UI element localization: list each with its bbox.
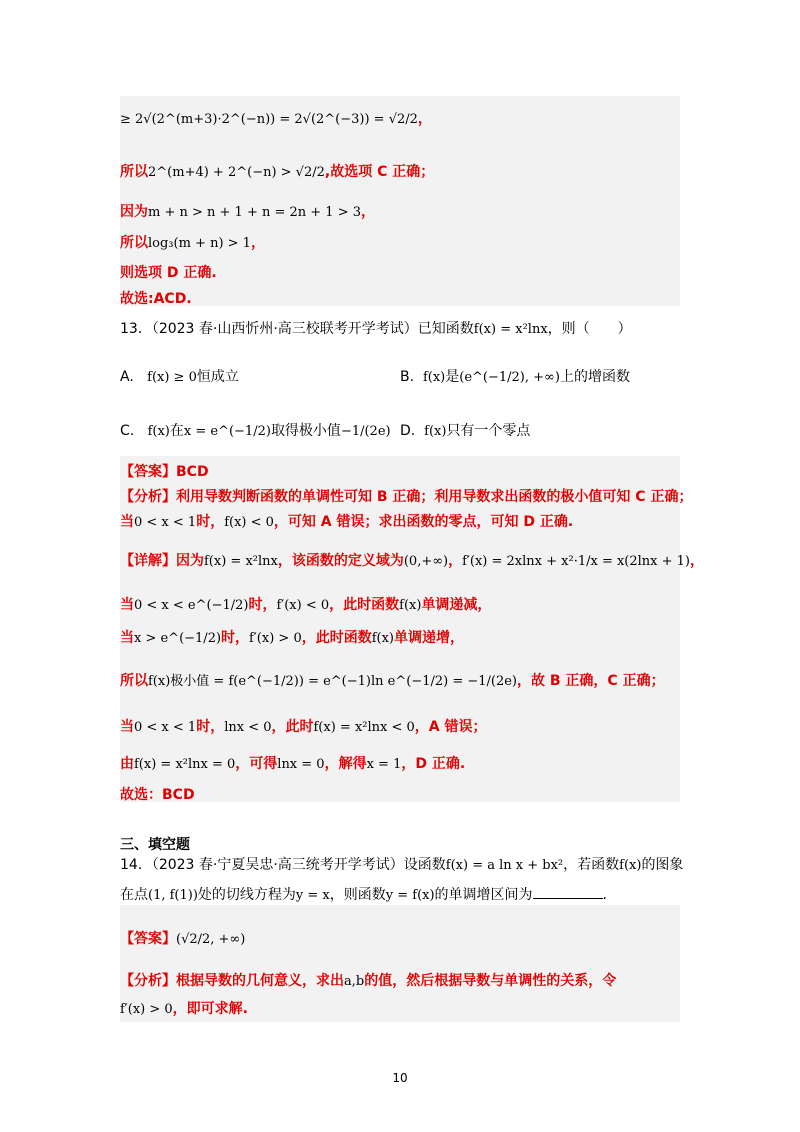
q14-stem-2: 在点(1, f(1))处的切线方程为y = x，则函数y = f(x)的单调增区间为 .: [120, 887, 607, 903]
q14-stem-1: 14．（2023 春·宁夏吴忠·高三统考开学考试）设函数f(x) = a ln x + bx²，若函数f(x)的图象: [120, 857, 684, 873]
q13-detail-6: 由f(x) = x²lnx = 0，可得lnx = 0，解得x = 1，D 正确.: [120, 756, 466, 772]
q14-analysis-1: 【分析】根据导数的几何意义，求出a,b的值，然后根据导数与单调性的关系，令: [120, 973, 617, 989]
q13-analysis-1: 【分析】利用导数判断函数的单调性可知 B 正确；利用导数求出函数的极小值可知 C 正确；: [120, 489, 693, 505]
q13-detail-3: 当x > e^(−1/2)时，f′(x) > 0，此时函数f(x)单调递增，: [120, 630, 465, 646]
q13-option-b: B. f(x)是(e^(−1/2), +∞)上的增函数: [400, 369, 630, 385]
q12-line-6: 故选:ACD.: [120, 291, 192, 307]
q13-detail-2: 当0 < x < e^(−1/2)时，f′(x) < 0，此时函数f(x)单调递减，: [120, 597, 492, 613]
q13-stem: 13．（2023 春·山西忻州·高三校联考开学考试）已知函数f(x) = x²lnx，则（ ）: [120, 321, 632, 337]
q13-option-d: D. f(x)只有一个零点: [400, 423, 531, 439]
q13-detail-7: 故选：BCD: [120, 787, 195, 803]
section-heading: 三、填空题: [120, 837, 190, 853]
q12-line-5: 则选项 D 正确.: [120, 265, 217, 281]
q14-analysis-2: f′(x) > 0，即可求解.: [120, 1001, 248, 1017]
q12-line-4: 所以log₃(m + n) > 1，: [120, 235, 265, 251]
answer-blank: [533, 886, 603, 899]
q12-line-1: ≥ 2√(2^(m+3)·2^(−n)) = 2√(2^(−3)) = √2/2，: [120, 111, 432, 127]
page-number: 10: [392, 1071, 408, 1085]
q12-line-2: 所以2^(m+4) + 2^(−n) > √2/2,故选项 C 正确；: [120, 164, 435, 180]
q13-detail-1: 【详解】因为f(x) = x²lnx，该函数的定义域为(0,+∞)，f′(x) = 2xlnx + x²·1/x = x(2lnx + 1)，: [120, 553, 705, 569]
q13-detail-5: 当0 < x < 1时，lnx < 0，此时f(x) = x²lnx < 0，A 错误；: [120, 719, 487, 735]
q13-detail-4: 所以f(x)极小值 = f(e^(−1/2)) = e^(−1)ln e^(−1/2) = −1/(2e)，故 B 正确，C 正确；: [120, 673, 665, 689]
q13-answer: 【答案】BCD: [120, 464, 209, 480]
q13-option-c: C. f(x)在x = e^(−1/2)取得极小值−1/(2e): [120, 423, 391, 439]
q13-analysis-2: 当0 < x < 1时，f(x) < 0，可知 A 错误；求出函数的零点，可知 D 正确.: [120, 514, 574, 530]
q12-line-3: 因为m + n > n + 1 + n = 2n + 1 > 3，: [120, 204, 376, 220]
q13-option-a: A. f(x) ≥ 0恒成立: [120, 369, 239, 385]
q14-answer: 【答案】(√2/2, +∞): [120, 931, 246, 947]
